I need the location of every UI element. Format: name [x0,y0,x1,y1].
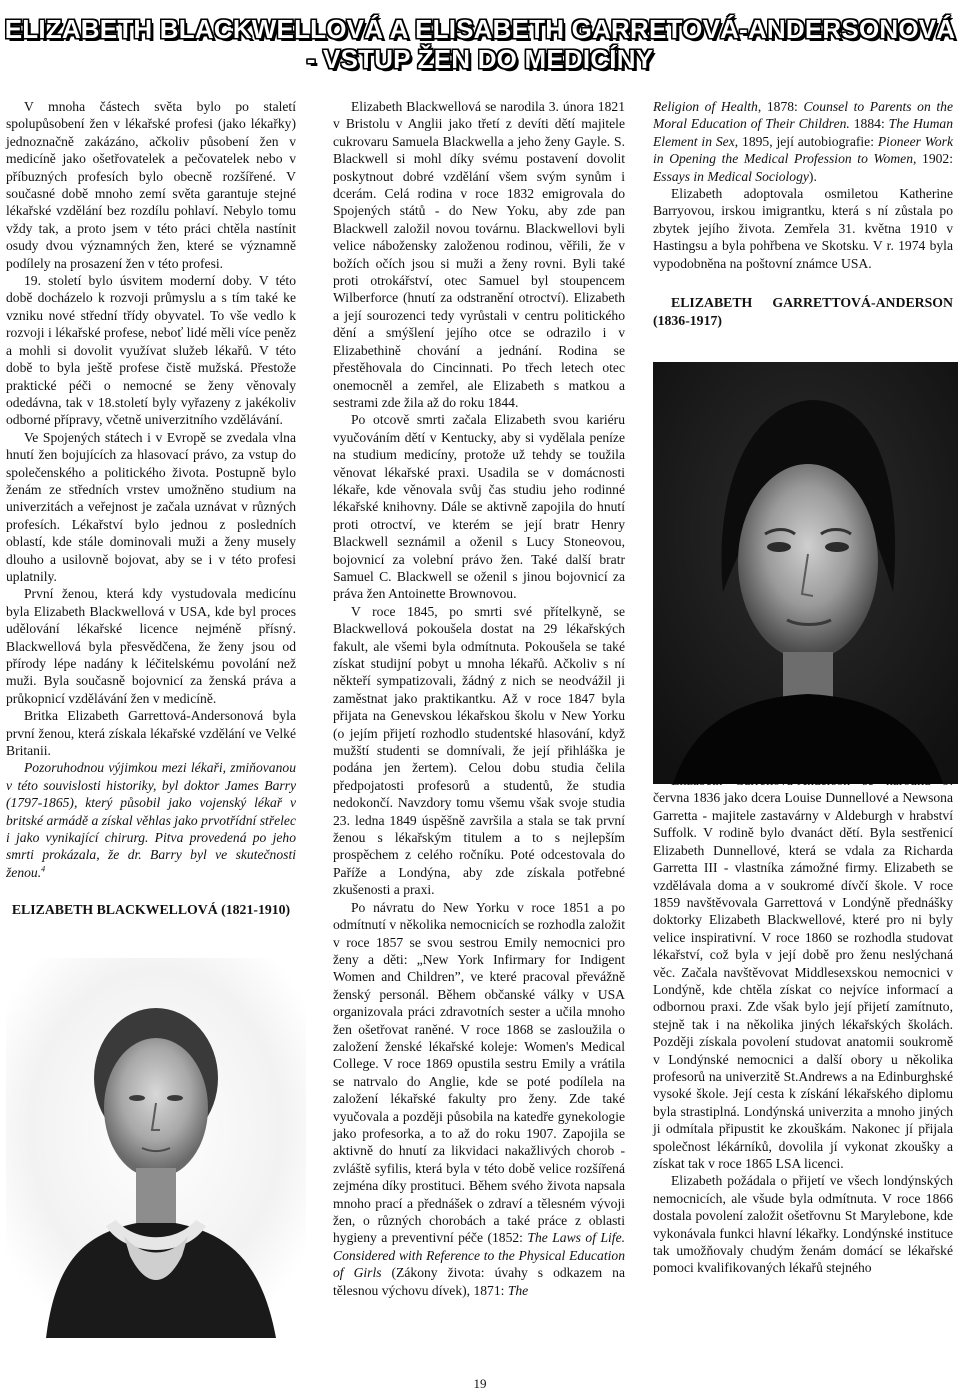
paragraph: Po otcově smrti začala Elizabeth svou kariéru vyučováním dětí v Kentucky, aby si vydělala peníze na studium medicíny, protože už tehdy se toužila věnovat lékařské praxi. Usadila se v domácnosti lékaře, kde věnovala svůj čas studiu jeho rodinné lékařské knihovny. Dále se aktivně zapojila do hnutí proti otroctví, ve kterém se její bratr Henry Blackwell seznámil a oženil s Lucy Stoneovou, bojovnicí za volební právo žen. Také další bratr Samuel C. Blackwell se oženil s jinou bojovnicí za práva žen Antoinette Brownovou. [333,412,625,602]
paragraph: Elizabeth požádala o přijetí ve všech londýnských nemocnicích, ale všude byla odmítnuta. V roce 1866 dostala povolení založit ošetřovnu St Marylebone, kde vykonávala funkci hlavní lékařky. Londýnské instituce tak umožňovaly chudým ženám domácí se lékařské pomoci kvalifikovaných lékařů stejného [653,1173,953,1276]
page-title: ELIZABETH BLACKWELLOVÁ A ELISABETH GARRETOVÁ-ANDERSONOVÁ - VSTUP ŽEN DO MEDICÍNY [4,14,956,74]
book-title: The [507,1282,529,1298]
text: (Zákony života: úvahy s odkazem na tělesnou výchovu dívek), 1871: [333,1265,625,1298]
paragraph: 19. století bylo úsvitem moderní doby. V této době docházelo k rozvoji průmyslu a s tím také ke vzniku nové střední třídy obyvatel. To vše vedlo k rozvoji i lékařské profese, neboť lidé měli více peněz a mohli si dovolit využívat služeb lékařů. V této době to byla ještě profese čistě mužská. Přestože praktické péči o nemocné se ženy věnovaly odedávna, tak v 18.století byly vyřazeny z jakékoliv odborné přípravy, včetně univerzitního vzdělávání. [6,273,296,428]
paragraph: V roce 1845, po smrti své přítelkyně, se Blackwellová pokoušela dostat na 29 lékařských fakult, ale všemi byla odmítnuta. Pokoušela se také získat studijní pobyt u mnoha lékařů. Ačkoliv s ní někteří sympatizovali, žádný z nich se neodvážil ji zaměstnat jako praktikantku. Až v roce 1847 byla přijata na Genevskou lékařskou školu v New Yorku (o jejím přijetí rozhodlo studentské hlasování, když mužští studenti se domnívali, že její přihláška je podána jen žertem). Celou dobu studia čelila předpojatosti profesorů a studentů, že studia nedokončí. Navzdory tomu všemu však svoje studia 23. ledna 1849 úspěšně završila a stala se tak první ženou s lékařským titulem a to s nejlepším prospěchem z celého ročníku. Poté odcestovala do Paříže a Londýna, aby zde získala potřebné zkušenosti a praxi. [333,603,625,898]
portrait-garrett-image [653,362,958,784]
works-list [653,98,953,185]
text: , 1878: [757,99,804,114]
paragraph [333,899,625,1299]
barry-paragraph [6,759,296,881]
page-number: 19 [473,1376,487,1391]
barry-text: Pozoruhodnou výjimkou mezi lékaři, zmiňovanou v této souvislosti historiky, byl doktor James Barry (1797-1865), který působil jako vojenský lékař v britské armádě a získal věhlas jako prvotřídní střelec i jako vynikající chirurg. Pitva provedená po jeho smrti prokázala, že dr. Barry byl ve skutečnosti ženou. [6,760,296,880]
text: Po návratu do New Yorku v roce 1851 a po odmítnutí v několika nemocnicích se rozhodla založit v roce 1857 se svou sestrou Emily nemocnici pro ženy a děti: „New York Infirmary for Indigent Women and Children”, ve které pracoval převážně ženský personál. Během občanské války v USA organizovala práci zdravotních sester a učila mnoho žen ošetřovat raněné. V roce 1868 se zasloužila o založení ženské lékařské koleje: Women's Medical College. V roce 1869 opustila sestru Emily a vrátila se natrvalo do Anglie, kde se poté podílela na založení lékařské fakulty pro ženy. Zde také vyučovala a později působila na katedře gynekologie jako profesorka, a to až do roku 1907. Zapojila se aktivně do hnutí za likvidaci nakažlivých chorob - zvláště syfilis, která byla v této době velice rozšířená zejména díky prostituci. Během svého života napsala mnoho prací a přednášek o zdraví a tělesném vývoji žen, o různých chorobách a také práce z oblasti hygieny a preventivní péče (1852: [333,899,625,1246]
column-left [6,98,296,919]
footnote-marker: 4 [41,864,46,874]
paragraph: Ve Spojených státech i v Evropě se zvedala vlna hnutí žen bojujících za hlasovací právo, za vstup do společenského a politického života. Postupně bylo ženám ze středních vrstev umožněno studium na univerzitách a veřejnost je začala uznávat v různých profesích. Lékařství bylo jednou z posledních oblastí, kde stále dominovali muži a ženy musely dlouho a usilovně bojovat, aby se i v této profesi uplatnily. [6,429,296,584]
column-middle [333,98,625,1299]
section-heading-garrett: ELIZABETH GARRETTOVÁ-ANDERSON (1836-1917) [653,295,953,329]
intro-paragraph: V mnoha částech světa bylo po staletí spolupůsobení žen v lékařské profesi (jako lékařky) jednoznačně zakázáno, ačkoliv působení žen v medicíně jako ošetřovatelek a pečovatelek nebo v příbuzných profesích bylo obecně rozšířené. V současné době mnoho zemí světa garantuje stejné lékařské vzdělání bez rozdílu pohlaví. Nebylo tomu vždy tak, a proto jsem v této práci chtěla nastínit osudy dvou významných žen, které se významně podílely na prosazení žen v této profesi. [6,99,296,271]
text: , 1902: [913,151,954,167]
book-title: The Human Element in Sex [653,116,953,149]
book-title: Religion of Health [653,99,758,114]
book-title: Counsel to Parents on the Moral Education of Their Children. [653,99,953,132]
paragraph: června 1836 jako dcera Louise Dunnellové a Newsona Garretta - majitele zastavárny v Aldeburgh v hrabství Suffolk. V rodině bylo dvanáct dětí. Byla sestřenicí Elizabeth Dunnellové, která se vdala za Richarda Garretta III - vlastníka zámožné firmy. Elizabeth se vzdělávala doma a v soukromé dívčí škole. V roce 1859 navštěvovala Garrettová v Londýně přednášky doktorky Elizabeth Blackwellové, které pro ni byly velice inspirativní. V roce 1860 se rozhodla studovat lékařství, což byla v její době pro ženu neslýchaná věc. Začala navštěvovat Middlesexskou nemocnici v Londýně, kde chtěla získat co nejvíce informací a odbornou praxi. Zde však bylo její přijetí zamítnuto, stejně tak i na několika jiných lékařských školách. Později získala povolení studovat anatomii soukromě v Londýnské nemocnici a další obory u několika profesorů na univerzitě St.Andrews a na Edinburghské vysoké škole. Její cesta k získání lékařského diplomu byla strastiplná. Londýnská univerzita a mnoho jiných ji odmítala připustit ke zkouškám. Nakonec jí přijala společnost lékárníků, dovolila jí vykonat zkoušky a získat tak v roce 1865 LSA licenci. [653,790,953,1171]
paragraph: Elizabeth Blackwellová se narodila 3. února 1821 v Bristolu v Anglii jako třetí z devíti dětí majitele cukrovaru Samuela Blackwella a jeho ženy Gayle. S. Blackwell si mohl díky svému postavení dovolit poskytnout dobré vzdělání všem svým synům i dcerám. Celá rodina v roce 1832 emigrovala do Spojených států - do New Yoku, aby zde pan Blackwell založil novou továrnu. Blackwellovi byli velice nábožensky založenou rodinou, věřili, že v božích očích jsou si muži a ženy rovni. Byli také proti otrokářství, otec Samuel byl stoupencem Wilberforce (hnutí za odstranění otroctví). Elizabeth a její sourozenci tedy vyrůstali v centru politického dění a smýšlení jejího otce se odrazilo i v Elizabethině chování a jednání. Rodina se přestěhovala do Cincinnati. Po třech letech otec onemocněl a zemřel, ale Elizabeth s matkou a sestrami zde žila až do roku 1844. [333,99,625,410]
section-heading-blackwell: ELIZABETH BLACKWELLOVÁ (1821-1910) [11,902,291,918]
paragraph: Britka Elizabeth Garrettová-Andersonová byla první ženou, která získala lékařské vzdělání ve Velké Britanii. [6,708,296,759]
portrait-blackwell-image [6,958,306,1338]
text: 1884: [849,116,889,132]
book-title: Essays in Medical Sociology [653,168,809,184]
book-title: Pioneer Work in Opening the Medical Profession to Women [653,133,953,167]
book-title: The Laws of Life. Considered with Reference to the Physical Education of Girls [333,1230,625,1281]
paragraph: Elizabeth adoptovala osmiletou Katherine Barryovou, irskou imigrantku, která s ní zůstala po zbytek jejího života. Zemřela 31. května 1910 v Hastingsu a byla pohřbena ve Skotsku. V r. 1974 byla vypodobněna na poštovní známce USA. [653,186,953,271]
paragraph: První ženou, která kdy vystudovala medicínu byla Elizabeth Blackwellová v USA, kde byl proces udělování lékařské licence nejméně přísný. Blackwellová byla přesvědčena, že ženy jsou od přírody lépe nadány k léčitelskému povolání než muži. Byla současně bojovnicí za ženská práva a průkopnicí vzdělávání žen v medicíně. [6,586,296,706]
text: ). [808,168,817,184]
text: , 1895, její autobiografie: [734,133,878,149]
